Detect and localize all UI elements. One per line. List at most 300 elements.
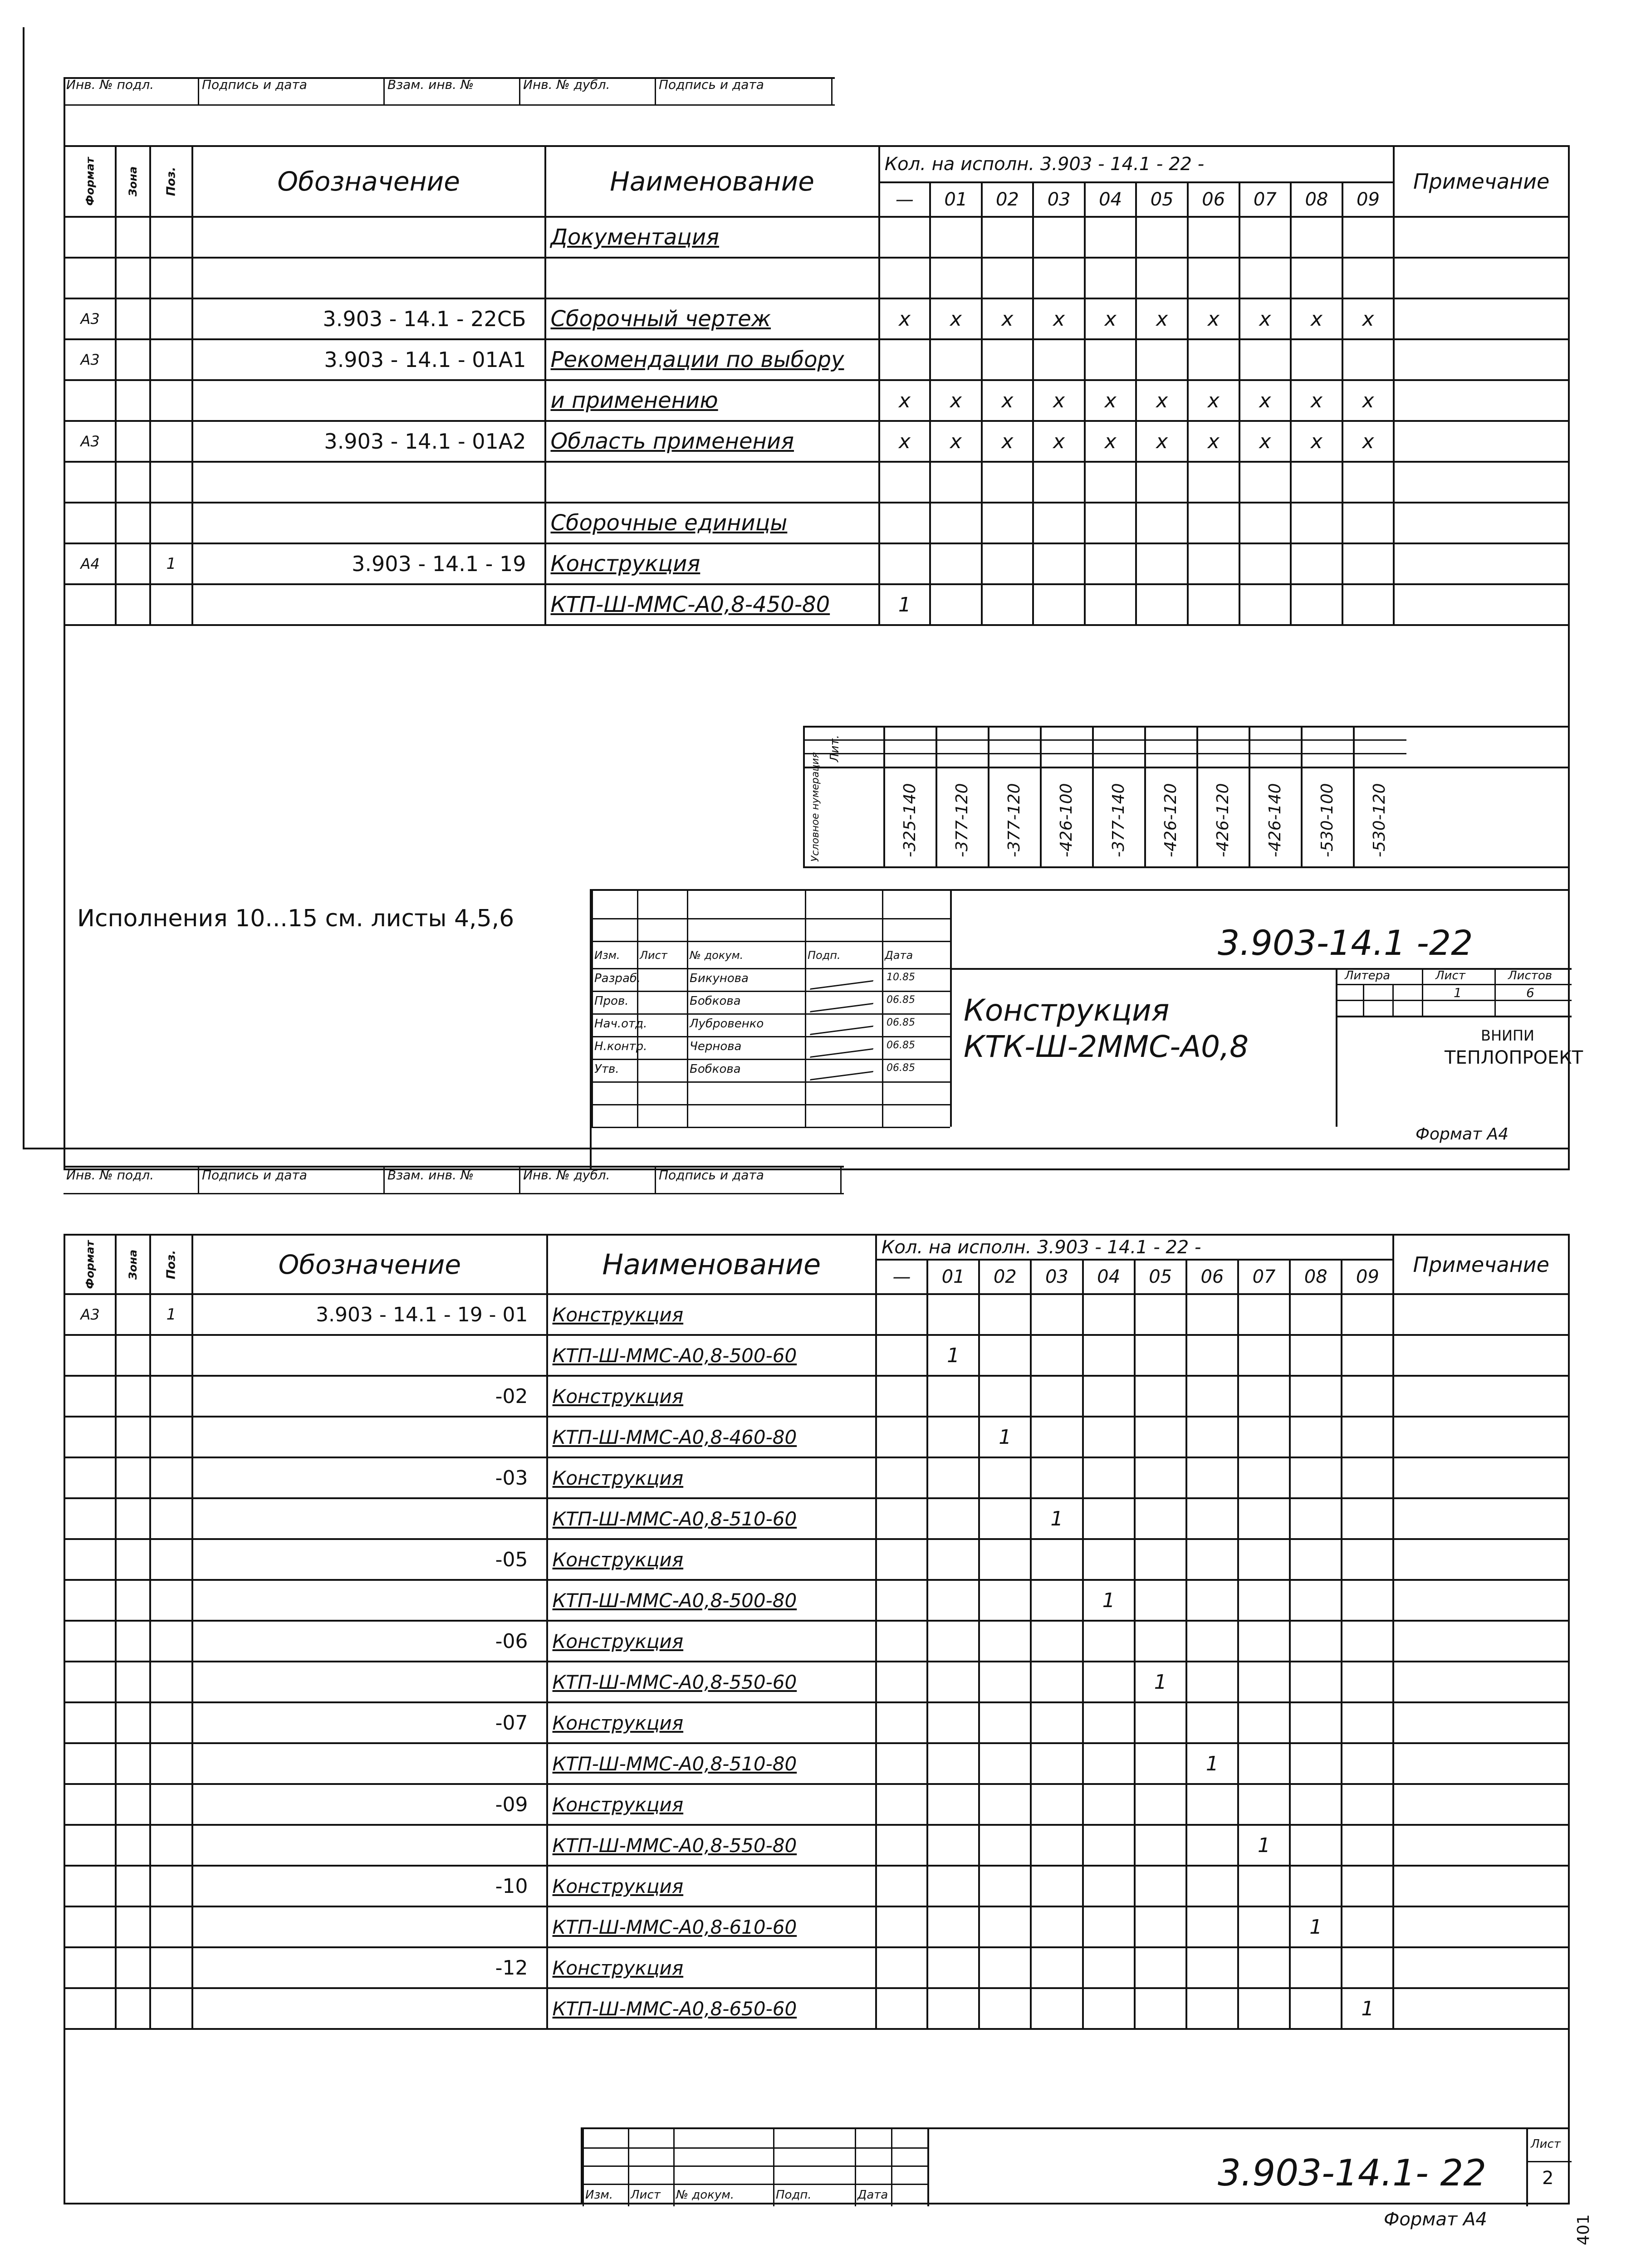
cell-zone [116,1743,150,1784]
cell-mark [1136,503,1188,543]
cell-format [64,1376,116,1417]
tb-grid-line [592,1081,950,1083]
cell-zone [116,1335,150,1376]
cell-mark: x [1188,380,1239,421]
cell-mark [979,1580,1031,1621]
cell-note [1393,1498,1569,1539]
cond-value: -377-140 [1109,783,1128,857]
cond-divider [883,726,885,866]
cell-mark [1135,1866,1186,1906]
cell-mark [1186,1784,1238,1825]
cell-mark [1291,339,1342,380]
table-row [64,1621,1569,1662]
cell-mark [1033,217,1085,258]
cell-mark [1186,1335,1238,1376]
cell-mark [979,1294,1031,1335]
cell-mark [1290,1988,1342,2029]
cell-mark [1083,1539,1135,1580]
cell-format: А4 [64,543,116,584]
cell-format [64,462,116,503]
table-row [64,258,1569,298]
col-pos-label: Поз. [164,1250,178,1279]
cell-designation [192,217,545,258]
cell-format [64,1457,116,1498]
cell-mark: x [982,298,1034,339]
cell-designation [192,380,545,421]
tb2-hdr: Дата [857,2188,888,2202]
cell-mark [927,1580,979,1621]
cell-name: Конструкция [547,1621,876,1662]
cell-mark [927,1294,979,1335]
cell-mark [1238,1376,1290,1417]
tb2-split [927,2129,929,2206]
qty-title: Кол. на исполн. 3.903 - 14.1 - 22 - [876,1235,1393,1260]
cond-divider [1301,726,1303,866]
cell-zone [116,421,150,462]
cell-mark [1342,1906,1393,1947]
cell-mark [1135,1335,1186,1376]
cell-mark [927,1457,979,1498]
cell-mark [1290,1784,1342,1825]
table-row [64,584,1569,625]
qty-title: Кол. на исполн. 3.903 - 14.1 - 22 - [879,146,1394,182]
col-note: Примечание [1394,146,1569,217]
cell-mark: x [1239,380,1291,421]
cond-bottom-line [803,866,1570,868]
cell-mark [1186,1988,1238,2029]
cell-name: Сборочные единицы [545,503,879,543]
cell-mark: 1 [1083,1580,1135,1621]
tb-grid-line [592,1013,950,1015]
signature-scribble [810,972,877,990]
stamp2-row [64,1168,842,1193]
cell-zone [116,1947,150,1988]
cell-mark [979,1988,1031,2029]
table-row [64,1702,1569,1743]
cell-note [1393,1539,1569,1580]
cell-zone [116,1662,150,1702]
cell-designation [192,1662,547,1702]
cell-mark [876,1580,927,1621]
cell-mark [876,1621,927,1662]
variant-col: 01 [930,182,982,217]
sheets-total: 6 [1526,985,1534,1000]
cell-mark [1238,1988,1290,2029]
variant-col: 05 [1136,182,1188,217]
sheet-1 [23,27,1583,1175]
cell-note [1394,584,1569,625]
cell-mark [879,543,930,584]
variant-col: — [879,182,930,217]
cell-note [1394,503,1569,543]
variant-col: 07 [1239,182,1291,217]
cell-mark [1135,1906,1186,1947]
cell-name: КТП-Ш-ММС-А0,8-500-60 [547,1335,876,1376]
tb-date: 06.85 [887,1040,915,1051]
cell-mark: 1 [1238,1825,1290,1866]
cell-mark [876,1417,927,1457]
cell-mark [1031,1743,1083,1784]
cell-note [1393,1662,1569,1702]
cell-mark [1135,1825,1186,1866]
tb-hdr: Изм. [594,949,620,962]
variant-col: 02 [979,1260,1031,1294]
stamp-col: Подпись и дата [199,1168,385,1193]
col-zone-label: Зона [126,166,139,197]
cell-format [64,217,116,258]
cell-format [64,1825,116,1866]
cell-mark [1186,1539,1238,1580]
cell-zone [116,1866,150,1906]
cell-mark [1083,1784,1135,1825]
tb-person: Бобкова [690,1062,741,1076]
cell-mark [1238,1866,1290,1906]
cell-mark [979,1866,1031,1906]
cell-name: Конструкция [547,1376,876,1417]
cell-mark [1342,1294,1393,1335]
cell-pos [150,1743,192,1784]
signature-scribble [810,1063,877,1080]
cell-mark: x [1033,421,1085,462]
cell-format [64,1662,116,1702]
cell-mark [1290,1866,1342,1906]
cell-note [1394,258,1569,298]
tb2-sheet-split [1526,2129,1528,2206]
table-row [64,380,1569,421]
cell-mark [1342,1866,1393,1906]
cell-mark [1135,1294,1186,1335]
cell-zone [116,339,150,380]
cell-mark [1239,584,1291,625]
cell-format [64,503,116,543]
cell-mark [1031,1866,1083,1906]
cell-mark [1290,1498,1342,1539]
cond-divider [1196,726,1198,866]
cell-mark [1239,543,1291,584]
cell-note [1393,1621,1569,1662]
cell-mark [1031,1457,1083,1498]
tb2-grid-col [673,2129,675,2206]
cell-zone [116,1539,150,1580]
cell-mark [1238,1335,1290,1376]
cell-pos [150,1702,192,1743]
cell-mark: x [879,298,930,339]
cell-designation: 3.903 - 14.1 - 19 [192,543,545,584]
tb2-grid-col [855,2129,856,2206]
cell-mark: 1 [1186,1743,1238,1784]
cell-mark [1136,543,1188,584]
cell-mark [927,1906,979,1947]
col-zone [116,146,150,217]
cell-note [1393,1457,1569,1498]
cell-mark [1238,1417,1290,1457]
sheet-num: 1 [1454,985,1462,1000]
cell-mark [1188,584,1239,625]
cell-zone [116,1417,150,1457]
cell-name: Документация [545,217,879,258]
cell-zone [116,1294,150,1335]
cell-mark: x [1136,298,1188,339]
tb-grid-line [592,991,950,992]
cell-format: А3 [64,298,116,339]
cell-mark [1342,1498,1393,1539]
stamp-col: Взам. инв. № [385,1168,520,1193]
cell-pos [150,1947,192,1988]
cell-mark [1136,584,1188,625]
lit-label: Лит. [828,735,842,762]
cell-mark [1239,503,1291,543]
cell-mark [1083,1294,1135,1335]
cell-mark [1136,462,1188,503]
cell-mark [979,1621,1031,1662]
cell-mark [1238,1539,1290,1580]
cell-mark: x [930,421,982,462]
cell-mark: x [930,298,982,339]
cell-mark [1342,462,1394,503]
table-row [64,1417,1569,1457]
cell-mark [1083,1662,1135,1702]
cell-mark [1342,339,1394,380]
cell-mark [979,1376,1031,1417]
cell-designation [192,1417,547,1457]
cell-mark [1135,1621,1186,1662]
tb2-grid-line [583,2147,927,2149]
cell-mark [1031,1906,1083,1947]
cell-mark [927,1784,979,1825]
cell-pos [150,1376,192,1417]
cell-pos [150,1335,192,1376]
variant-col: 08 [1290,1260,1342,1294]
stamp-col: Инв. № дубл. [520,77,656,104]
cell-mark [1342,1580,1393,1621]
cell-pos [150,1662,192,1702]
cell-designation [192,258,545,298]
cell-mark [1239,258,1291,298]
cell-format [64,1621,116,1662]
cell-designation [192,462,545,503]
title-line-2: КТК-Ш-2ММС-А0,8 [964,1029,1249,1064]
signature-scribble [810,995,877,1012]
cond-left-line [803,726,805,866]
col-zone-label: Зона [126,1249,139,1280]
cell-mark: x [982,421,1034,462]
cell-designation: 3.903 - 14.1 - 01А2 [192,421,545,462]
cell-mark [1135,1457,1186,1498]
cell-zone [116,1988,150,2029]
cell-mark [1238,1457,1290,1498]
cell-mark [1186,1702,1238,1743]
tb-date: 06.85 [887,994,915,1006]
cell-zone [116,258,150,298]
tb-grid-line [592,1127,950,1128]
cell-mark [1135,1947,1186,1988]
cell-mark [930,503,982,543]
tb2-grid-line [583,2165,927,2167]
tb-grid-col [637,891,638,1127]
cell-note [1393,1335,1569,1376]
table-row [64,1539,1569,1580]
cell-mark [1342,1376,1393,1417]
cell-zone [116,380,150,421]
tb-role: Н.контр. [594,1040,647,1053]
cell-mark: x [1033,298,1085,339]
cell-mark: 1 [979,1417,1031,1457]
cell-pos [150,1498,192,1539]
lit-line-2 [803,739,1406,741]
cell-format [64,1498,116,1539]
table-row [64,1743,1569,1784]
cell-mark [1031,1825,1083,1866]
cell-mark [1186,1376,1238,1417]
cell-mark [1085,258,1136,298]
stamp-col: Инв. № подл. [64,1168,199,1193]
cell-pos [150,503,192,543]
cell-mark: x [1342,380,1394,421]
table-row [64,462,1569,503]
cell-mark [1342,1335,1393,1376]
tb2-hdr: Подп. [776,2188,812,2202]
cell-name: Конструкция [547,1702,876,1743]
cell-designation [192,1580,547,1621]
cell-mark [1290,1947,1342,1988]
tb-role: Утв. [594,1062,619,1076]
cell-mark [1239,217,1291,258]
tb-grid-line [592,941,950,942]
cell-mark [1186,1417,1238,1457]
cell-mark [927,1743,979,1784]
tb-lit-line-3 [1336,1016,1572,1017]
cell-mark [1083,1866,1135,1906]
cell-mark [982,584,1034,625]
sheet-2 [23,1161,1593,2259]
stamp-col: Подпись и дата [199,77,385,104]
table-row [64,1947,1569,1988]
cell-mark: x [1085,380,1136,421]
cell-mark [1239,462,1291,503]
col-pos [150,146,192,217]
cell-name: и применению [545,380,879,421]
doc-code: 3.903-14.1 -22 [1218,923,1473,963]
cell-mark [1186,1580,1238,1621]
cell-mark [930,584,982,625]
cell-pos [150,1784,192,1825]
table-row [64,1457,1569,1498]
variant-col: 01 [927,1260,979,1294]
cell-mark [1135,1580,1186,1621]
cell-mark [879,339,930,380]
doc-code-2: 3.903-14.1- 22 [1218,2152,1487,2194]
tb2-grid-line [583,2184,927,2185]
cond-divider [936,726,937,866]
cell-mark [876,1906,927,1947]
cell-pos [150,217,192,258]
cell-mark [1135,1417,1186,1457]
signature-scribble [810,1017,877,1035]
cell-note [1394,543,1569,584]
cell-name: Конструкция [547,1294,876,1335]
cell-format [64,1702,116,1743]
cell-format [64,380,116,421]
cell-note [1393,1376,1569,1417]
cond-value: -530-100 [1318,783,1337,857]
tb-grid [592,891,950,1127]
cell-mark [1290,1376,1342,1417]
tb-hdr: Лист [640,949,667,962]
cell-pos [150,1906,192,1947]
cell-note [1393,1825,1569,1866]
tb-grid-line [592,1036,950,1037]
stamp-col: Подпись и дата [656,77,833,104]
tb-lit-v4 [1392,984,1394,1016]
cell-mark [1291,503,1342,543]
cell-mark [979,1947,1031,1988]
cell-mark [1033,543,1085,584]
format-label-1: Формат А4 [1416,1125,1509,1144]
cell-mark [1135,1702,1186,1743]
cell-mark: 1 [1290,1906,1342,1947]
cell-format [64,1906,116,1947]
col-designation: Обозначение [192,146,545,217]
title-block-2 [581,2127,1570,2204]
cell-mark [1290,1417,1342,1457]
cell-mark [1342,1417,1393,1457]
cell-designation [192,1825,547,1866]
cell-pos [150,1580,192,1621]
cell-mark [979,1906,1031,1947]
cell-mark [876,1498,927,1539]
stamp-mid-line [64,104,835,106]
cell-mark [1291,217,1342,258]
cell-name: Сборочный чертеж [545,298,879,339]
cell-mark [1085,503,1136,543]
cell-mark: 1 [1342,1988,1393,2029]
cell-mark [876,1743,927,1784]
cell-mark [1136,217,1188,258]
cell-mark [982,217,1034,258]
cond-value: -426-120 [1214,783,1232,857]
cell-mark [1238,1784,1290,1825]
tb-person: Лубровенко [690,1017,764,1031]
cell-note [1393,1417,1569,1457]
cell-mark [1342,1457,1393,1498]
cell-pos [150,1417,192,1457]
cell-format [64,1539,116,1580]
cell-mark [876,1784,927,1825]
cell-mark [930,462,982,503]
cell-mark [1342,543,1394,584]
cell-designation: -02 [192,1376,547,1417]
cell-note [1393,1743,1569,1784]
cell-mark [1135,1743,1186,1784]
cell-mark [1342,217,1394,258]
cell-designation: -03 [192,1457,547,1498]
title-line-1: Конструкция [964,993,1170,1028]
col-format [64,1235,116,1294]
cell-mark [1290,1580,1342,1621]
cell-pos [150,1457,192,1498]
tb-grid-line [592,918,950,919]
cell-mark [1342,503,1394,543]
col-zone [116,1235,150,1294]
cell-mark [1188,339,1239,380]
table-row [64,1988,1569,2029]
cell-mark [1031,1294,1083,1335]
cell-mark [1031,1784,1083,1825]
cell-pos [150,258,192,298]
cell-mark [1083,1988,1135,2029]
cell-name: КТП-Ш-ММС-А0,8-610-60 [547,1906,876,1947]
cell-mark [1135,1376,1186,1417]
